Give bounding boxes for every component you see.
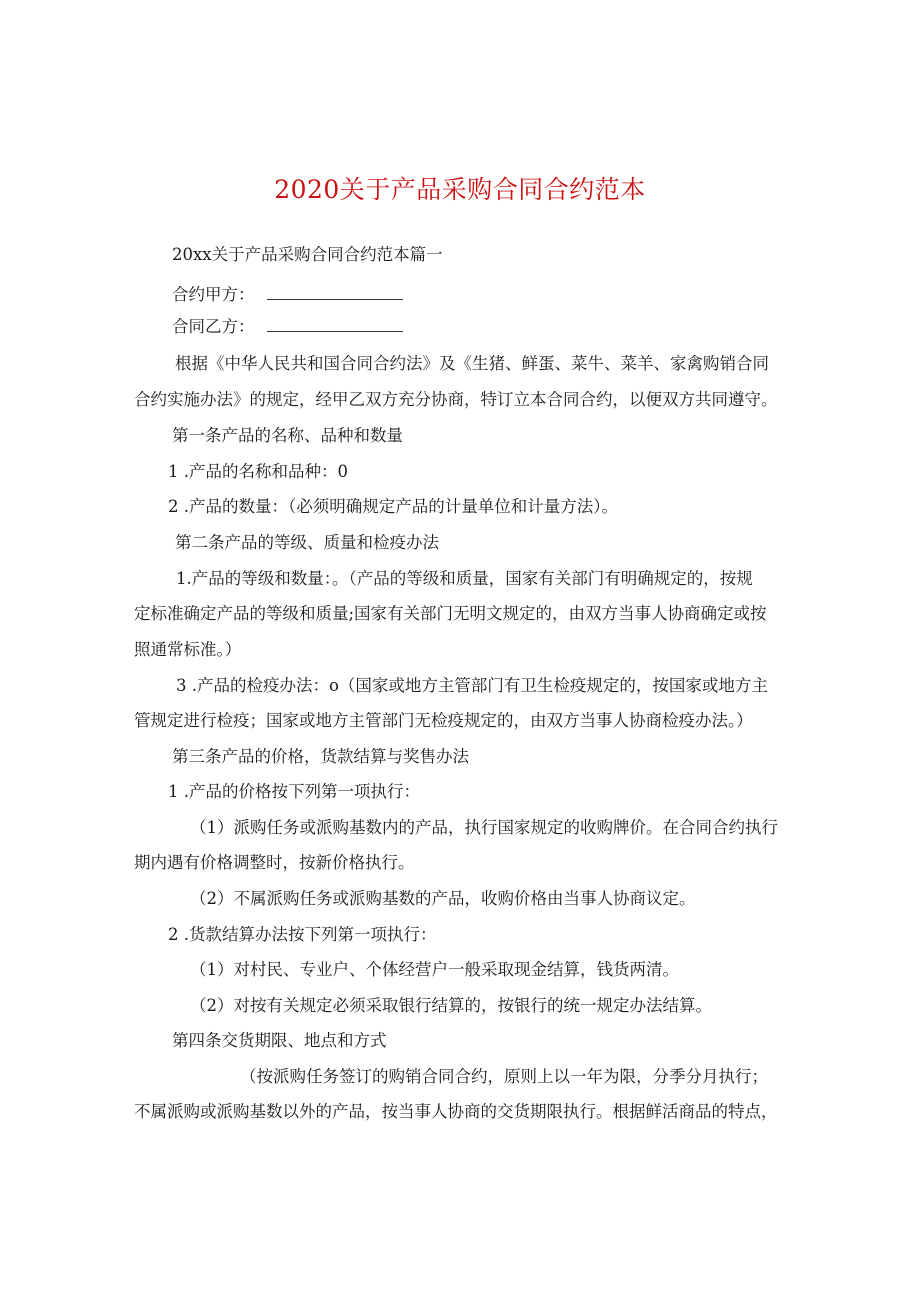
article-2-item-1-line-3: 照通常标准。） [134,640,242,659]
article-3-item-1-sub-1-line-1: （1）派购任务或派购基数内的产品，执行国家规定的收购牌价。在合同合约执行 [190,818,778,837]
article-3-item-1-sub-2: （2）不属派购任务或派购基数的产品，收购价格由当事人协商议定。 [190,889,696,908]
article-2-item-1-line-1: 1.产品的等级和数量：。（产品的等级和质量，国家有关部门有明确规定的，按规 [176,569,753,588]
party-a-blank [267,285,403,300]
document-subtitle: 20xx关于产品采购合同合约范本篇一 [172,245,443,264]
article-2-item-1-line-2: 定标准确定产品的等级和质量;国家有关部门无明文规定的，由双方当事人协商确定或按 [134,604,767,623]
article-3-item-2-sub-1: （1）对村民、专业户、个体经营户一般采取现金结算，钱货两清。 [190,960,679,979]
article-4-line-1: （按派购任务签订的购销合同合约，原则上以一年为限，分季分月执行； [240,1067,768,1086]
article-3-item-2-sub-2: （2）对按有关规定必须采取银行结算的，按银行的统一规定办法结算。 [190,996,712,1015]
article-1-item-2: 2 .产品的数量：（必须明确规定产品的计量单位和计量方法）。 [168,497,618,516]
document-title: 2020关于产品采购合同合约范本 [274,175,646,204]
party-a-label: 合约甲方： [172,285,255,304]
article-1-heading: 第一条产品的名称、品种和数量 [172,426,403,445]
party-b-blank [267,317,403,332]
article-3-item-1: 1 .产品的价格按下列第一项执行： [168,782,420,801]
article-3-item-1-sub-1-line-2: 期内遇有价格调整时，按新价格执行。 [134,853,415,872]
party-a-line [172,284,403,306]
article-2-item-3-line-2: 管规定进行检疫；国家或地方主管部门无检疫规定的，由双方当事人协商检疫办法。） [134,711,753,730]
party-b-label: 合同乙方： [172,317,255,336]
article-2-item-3-line-1: 3 .产品的检疫办法：o（国家或地方主管部门有卫生检疫规定的，按国家或地方主 [176,676,768,695]
article-3-heading: 第三条产品的价格，货款结算与奖售办法 [172,747,469,766]
party-b-line [172,316,403,338]
article-2-heading: 第二条产品的等级、质量和检疫办法 [175,533,439,552]
article-3-item-2: 2 .货款结算办法按下列第一项执行： [168,925,437,944]
article-4-heading: 第四条交货期限、地点和方式 [172,1031,387,1050]
intro-line-2: 合约实施办法》的规定，经甲乙双方充分协商，特订立本合同合约，以便双方共同遵守。 [134,390,778,409]
article-1-item-1: 1 .产品的名称和品种：0 [168,462,348,481]
intro-line-1: 根据《中华人民共和国合同合约法》及《生猪、鲜蛋、菜牛、菜羊、家禽购销合同 [175,354,769,373]
article-4-line-2: 不属派购或派购基数以外的产品，按当事人协商的交货期限执行。根据鲜活商品的特点， [134,1102,778,1121]
